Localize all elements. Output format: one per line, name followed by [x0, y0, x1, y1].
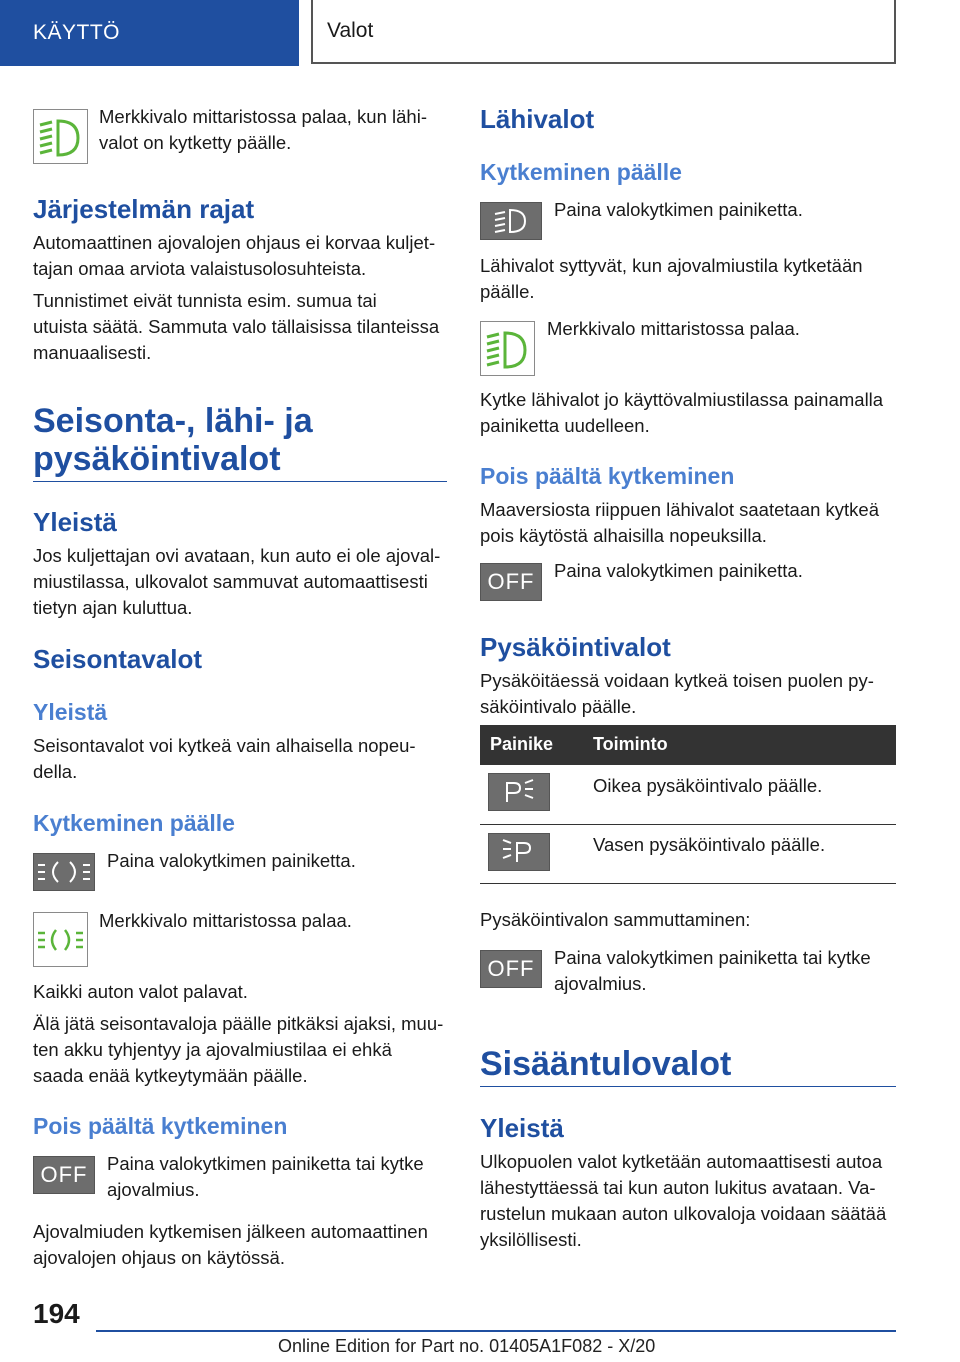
welcome-text: Ulkopuolen valot kytketään automaattisesti autoa lähestyttäessä tai kun auton lukitus avataan. Va- rustelun mukaan auton ulkovaloja voidaan säätää yksilöllisesti. — [480, 1151, 887, 1250]
low-switch-on-heading: Kytkeminen päälle — [480, 159, 682, 185]
indicator-text: Merkkivalo mittaristossa palaa, kun lähi- valot on kytketty päälle. — [99, 106, 427, 153]
low-on-text: Lähivalot syttyvät, kun ajovalmiustila kytketään päälle. — [480, 255, 863, 302]
limits-paragraph-2: Tunnistimet eivät tunnista esim. sumua tai utuista säätä. Sammuta valo tällaisissa tilanteissa manuaalisesti. — [33, 290, 440, 363]
parking-text: Pysäköitäessä voidaan kytkeä toisen puolen py- säköintivalo päälle. — [480, 670, 874, 717]
low-press-button-text: Paina valokytkimen painiketta. — [554, 199, 803, 220]
low-beam-indicator-icon — [33, 109, 88, 164]
parking-light-button-icon — [33, 853, 95, 891]
warning-text: Älä jätä seisontavaloja päälle pitkäksi ajaksi, muu- ten akku tyhjentyy ja ajovalmiustilaa ei ehkä saada enää kytkeytymään päälle. — [33, 1013, 444, 1086]
table-bottom-rule — [480, 883, 896, 884]
parking-press-off-text: Paina valokytkimen painiketta tai kytke ajovalmius. — [554, 947, 871, 994]
all-lights-text: Kaikki auton valot palavat. — [33, 981, 248, 1002]
page-number: 194 — [33, 1298, 80, 1329]
parking-light-indicator-icon — [33, 912, 88, 967]
limits-heading: Järjestelmän rajat — [33, 194, 255, 224]
press-off-text: Paina valokytkimen painiketta tai kytke ajovalmius. — [107, 1153, 424, 1200]
press-button-text: Paina valokytkimen painiketta. — [107, 850, 356, 871]
parking-general-text: Seisontavalot voi kytkeä vain alhaisella nopeu- della. — [33, 735, 416, 782]
limits-paragraph-1: Automaattinen ajovalojen ohjaus ei korvaa kuljet- tajan omaa arviota valaistusolosuhteista. — [33, 232, 436, 279]
low-press-button-text-2: Paina valokytkimen painiketta. — [554, 560, 803, 581]
table-row-action: Oikea pysäköintivalo päälle. — [593, 775, 823, 796]
general-text: Jos kuljettajan ovi avataan, kun auto ei ole ajoval- miustilassa, ulkovalot sammuvat automaattisesti tietyn ajan kuluttua. — [33, 545, 441, 618]
heading-rule — [33, 481, 447, 482]
low-beam-indicator-icon-2 — [480, 321, 535, 376]
off-button-icon-2: OFF — [480, 563, 542, 601]
off-button-icon: OFF — [33, 1156, 95, 1194]
parking-off-text: Pysäköintivalon sammuttaminen: — [480, 909, 751, 930]
ready-text: Kytke lähivalot jo käyttövalmiustilassa painamalla painiketta uudelleen. — [480, 389, 884, 436]
welcome-heading: Sisääntulovalot — [480, 1045, 732, 1083]
switch-off-heading: Pois päältä kytkeminen — [33, 1113, 288, 1139]
general-heading: Yleistä — [33, 507, 117, 537]
switch-on-heading: Kytkeminen päälle — [33, 810, 235, 836]
parking-heading: Pysäköintivalot — [480, 632, 671, 662]
low-beam-heading: Lähivalot — [480, 104, 595, 134]
table-header-function: Toiminto — [593, 734, 668, 754]
indicator-on-text: Merkkivalo mittaristossa palaa. — [99, 910, 352, 931]
table-row-action: Vasen pysäköintivalo päälle. — [593, 834, 826, 855]
footer-rule — [96, 1330, 896, 1332]
right-parking-button-icon — [488, 773, 550, 811]
parking-lights-heading: Seisontavalot — [33, 644, 203, 674]
section-tab: KÄYTTÖ — [0, 0, 299, 66]
welcome-general-heading: Yleistä — [480, 1113, 564, 1143]
edition-text: Online Edition for Part no. 01405A1F082 - X/20 — [278, 1336, 656, 1356]
main-heading: Seisonta-, lähi- ja pysäköintivalot — [33, 402, 313, 478]
country-text: Maaversiosta riippuen lähivalot saatetaan kytkeä pois käytöstä alhaisilla nopeuksilla. — [480, 499, 880, 546]
low-switch-off-heading: Pois päältä kytkeminen — [480, 463, 735, 489]
table-header-button: Painike — [490, 734, 554, 754]
after-ready-text: Ajovalmiuden kytkemisen jälkeen automaattinen ajovalojen ohjaus on käytössä. — [33, 1221, 428, 1268]
chapter-title: Valot — [311, 0, 896, 64]
left-parking-button-icon — [488, 833, 550, 871]
table-header — [480, 725, 896, 765]
off-button-icon-3: OFF — [480, 950, 542, 988]
parking-general-heading: Yleistä — [33, 699, 108, 725]
low-indicator-text: Merkkivalo mittaristossa palaa. — [547, 318, 800, 339]
welcome-rule — [480, 1086, 896, 1087]
low-beam-button-icon — [480, 202, 542, 240]
table-divider — [480, 824, 896, 825]
